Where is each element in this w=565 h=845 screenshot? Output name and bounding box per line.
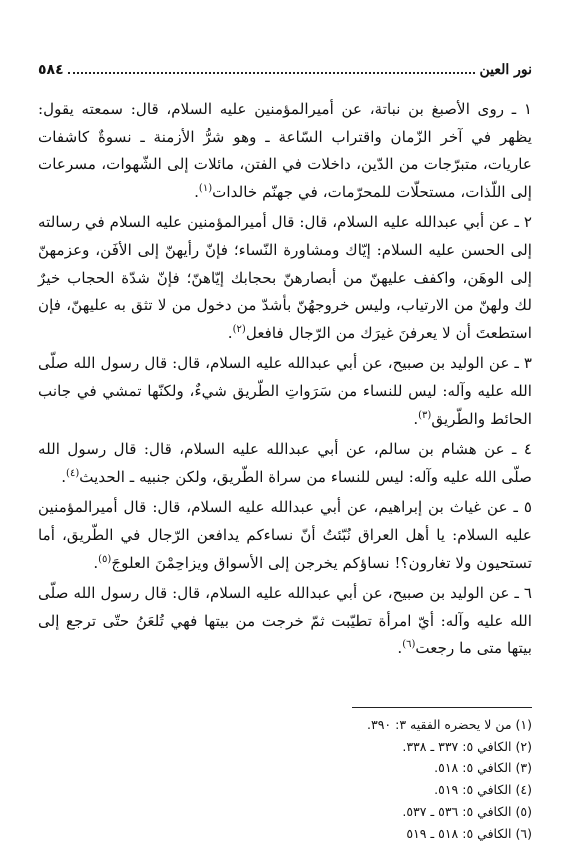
footnote-4: (٤) الكافي ٥: ٥١٩. xyxy=(434,782,532,798)
footnote-ref: (٦) xyxy=(402,639,416,651)
hadith-text: ١ ـ روى الأصبغ بن نباتة، عن أميرالمؤمنين عليه السلام، قال: سمعته يقول: يظهر في آخر الزّمان واقتراب السّاعة ـ وهو شرُّ الأزمنة ـ نسوةٌ كاشفات عاريات، متبرّجات من الدّين، داخلات في الفتن، مائلات إلى الشّهوات، مسرعات إلى اللّذات، مستحلّات للمحرّمات، في جهنّم خالدات xyxy=(38,100,532,201)
hadith-text: ٥ ـ عن غياث بن إبراهيم، عن أبي عبدالله عليه السلام، قال: قال أميرالمؤمنين عليه السلام: يا أهل العراق نُبّئتُ أنّ نساءكم يدافعن الرّجال في الطّريق، أما تستحيون ولا تغارون؟! نساؤكم يخرجن إلى الأسواق ويزاحِمْنَ العلوجَ xyxy=(38,498,532,572)
hadith-text: ٦ ـ عن الوليد بن صبيح، عن أبي عبدالله عليه السلام، قال: قال رسول الله صلّى الله عليه وآله: أيّ امرأة تطيّبت ثمّ خرجت من بيتها فهي تُلعَنُ حتّى ترجع إلى بيتها متى ما رجعت xyxy=(38,584,532,658)
footnote-6: (٦) الكافي ٥: ٥١٨ ـ ٥١٩ xyxy=(406,825,532,841)
hadith-paragraph-2: ٢ ـ عن أبي عبدالله عليه السلام، قال: قال أميرالمؤمنين عليه السلام في رسالته إلى الحسن عليه السلام: إيّاك ومشاورة النّساء؛ فإنّ رأيهنّ إلى الأفَن، وعزمهنّ إلى الوهَن، واكفف عليهنّ من أبصارهنّ بحجابك إيّاهنّ؛ فإنّ شدّة الحجاب خيرٌ لك ولهنّ من الارتياب، وليس خروجهُنّ بأشدّ من دخول من لا تثق به عليهنّ، فإن استطعتَ أن لا يعرفنَ غيرَك من الرّجال فافعل$^{(٢)}$. xyxy=(38,213,532,342)
hadith-text: ٤ ـ عن هشام بن سالم، عن أبي عبدالله عليه السلام، قال: قال رسول الله صلّى الله عليه وآله: ليس للنساء من سراة الطّريق، ولكن جنبيه ـ الحديث xyxy=(38,440,532,486)
footnote-divider xyxy=(352,707,532,708)
hadith-paragraph-6: ٦ ـ عن الوليد بن صبيح، عن أبي عبدالله عليه السلام، قال: قال رسول الله صلّى الله عليه وآله: أيّ امرأة تطيّبت ثمّ خرجت من بيتها فهي تُلعَنُ حتّى ترجع إلى بيتها متى ما رجعت$^{(٦)}$. xyxy=(38,584,532,658)
page-number: ٥٨٤ xyxy=(38,62,64,78)
footnote-ref: (٢) xyxy=(232,323,246,335)
header-leader-dots xyxy=(68,72,476,74)
hadith-paragraph-1: ١ ـ روى الأصبغ بن نباتة، عن أميرالمؤمنين عليه السلام، قال: سمعته يقول: يظهر في آخر الزّمان واقتراب السّاعة ـ وهو شرُّ الأزمنة ـ نسوةٌ كاشفات عاريات، متبرّجات من الدّين، داخلات في الفتن، مائلات إلى الشّهوات، مسرعات إلى اللّذات، مستحلّات للمحرّمات، في جهنّم خالدات$^{(١)}$. xyxy=(38,100,532,201)
book-title: نور العين xyxy=(479,62,532,78)
hadith-paragraph-5: ٥ ـ عن غياث بن إبراهيم، عن أبي عبدالله عليه السلام، قال: قال أميرالمؤمنين عليه السلام: يا أهل العراق نُبّئتُ أنّ نساءكم يدافعن الرّجال في الطّريق، أما تستحيون ولا تغارون؟! نساؤكم يخرجن إلى الأسواق ويزاحِمْنَ العلوجَ$^{(٥)}$. xyxy=(38,498,532,572)
footnotes xyxy=(38,714,532,845)
footnote-5: (٥) الكافي ٥: ٥٣٦ ـ ٥٣٧. xyxy=(402,804,532,820)
hadith-text: ٢ ـ عن أبي عبدالله عليه السلام، قال: قال أميرالمؤمنين عليه السلام في رسالته إلى الحسن عليه السلام: إيّاك ومشاورة النّساء؛ فإنّ رأيهنّ إلى الأفَن، وعزمهنّ إلى الوهَن، واكفف عليهنّ من أبصارهنّ بحجابك إيّاهنّ؛ فإنّ شدّة الحجاب خيرٌ لك ولهنّ من الارتياب، وليس خروجهُنّ بأشدّ من دخول من لا تثق به عليهنّ، فإن استطعتَ أن لا يعرفنَ غيرَك من الرّجال فافعل xyxy=(38,213,532,342)
footnote-ref: (٣) xyxy=(418,409,432,421)
book-page xyxy=(38,62,532,845)
footnote-ref: (٥) xyxy=(98,553,112,565)
footnote-2: (٢) الكافي ٥: ٣٣٧ ـ ٣٣٨. xyxy=(402,738,532,754)
hadith-paragraph-3: ٣ ـ عن الوليد بن صبيح، عن أبي عبدالله عليه السلام، قال: قال رسول الله صلّى الله عليه وآله: ليس للنساء من سَرَواتِ الطّريق شيءٌ، ولكنّها تمشي في جانب الحائط والطّريق$^{(٣)}$. xyxy=(38,354,532,428)
footnote-1: (١) من لا يحضره الفقيه ٣: ٣٩٠. xyxy=(367,716,532,732)
hadith-paragraph-4: ٤ ـ عن هشام بن سالم، عن أبي عبدالله عليه السلام، قال: قال رسول الله صلّى الله عليه وآله: ليس للنساء من سراة الطّريق، ولكن جنبيه ـ الحديث$^{(٤)}$. xyxy=(38,440,532,486)
hadith-text: ٣ ـ عن الوليد بن صبيح، عن أبي عبدالله عليه السلام، قال: قال رسول الله صلّى الله عليه وآله: ليس للنساء من سَرَواتِ الطّريق شيءٌ، ولكنّها تمشي في جانب الحائط والطّريق xyxy=(38,354,532,428)
footnote-ref: (٤) xyxy=(66,467,80,479)
footnote-3: (٣) الكافي ٥: ٥١٨. xyxy=(434,760,532,776)
running-header xyxy=(38,62,532,86)
footnote-ref: (١) xyxy=(198,182,213,194)
